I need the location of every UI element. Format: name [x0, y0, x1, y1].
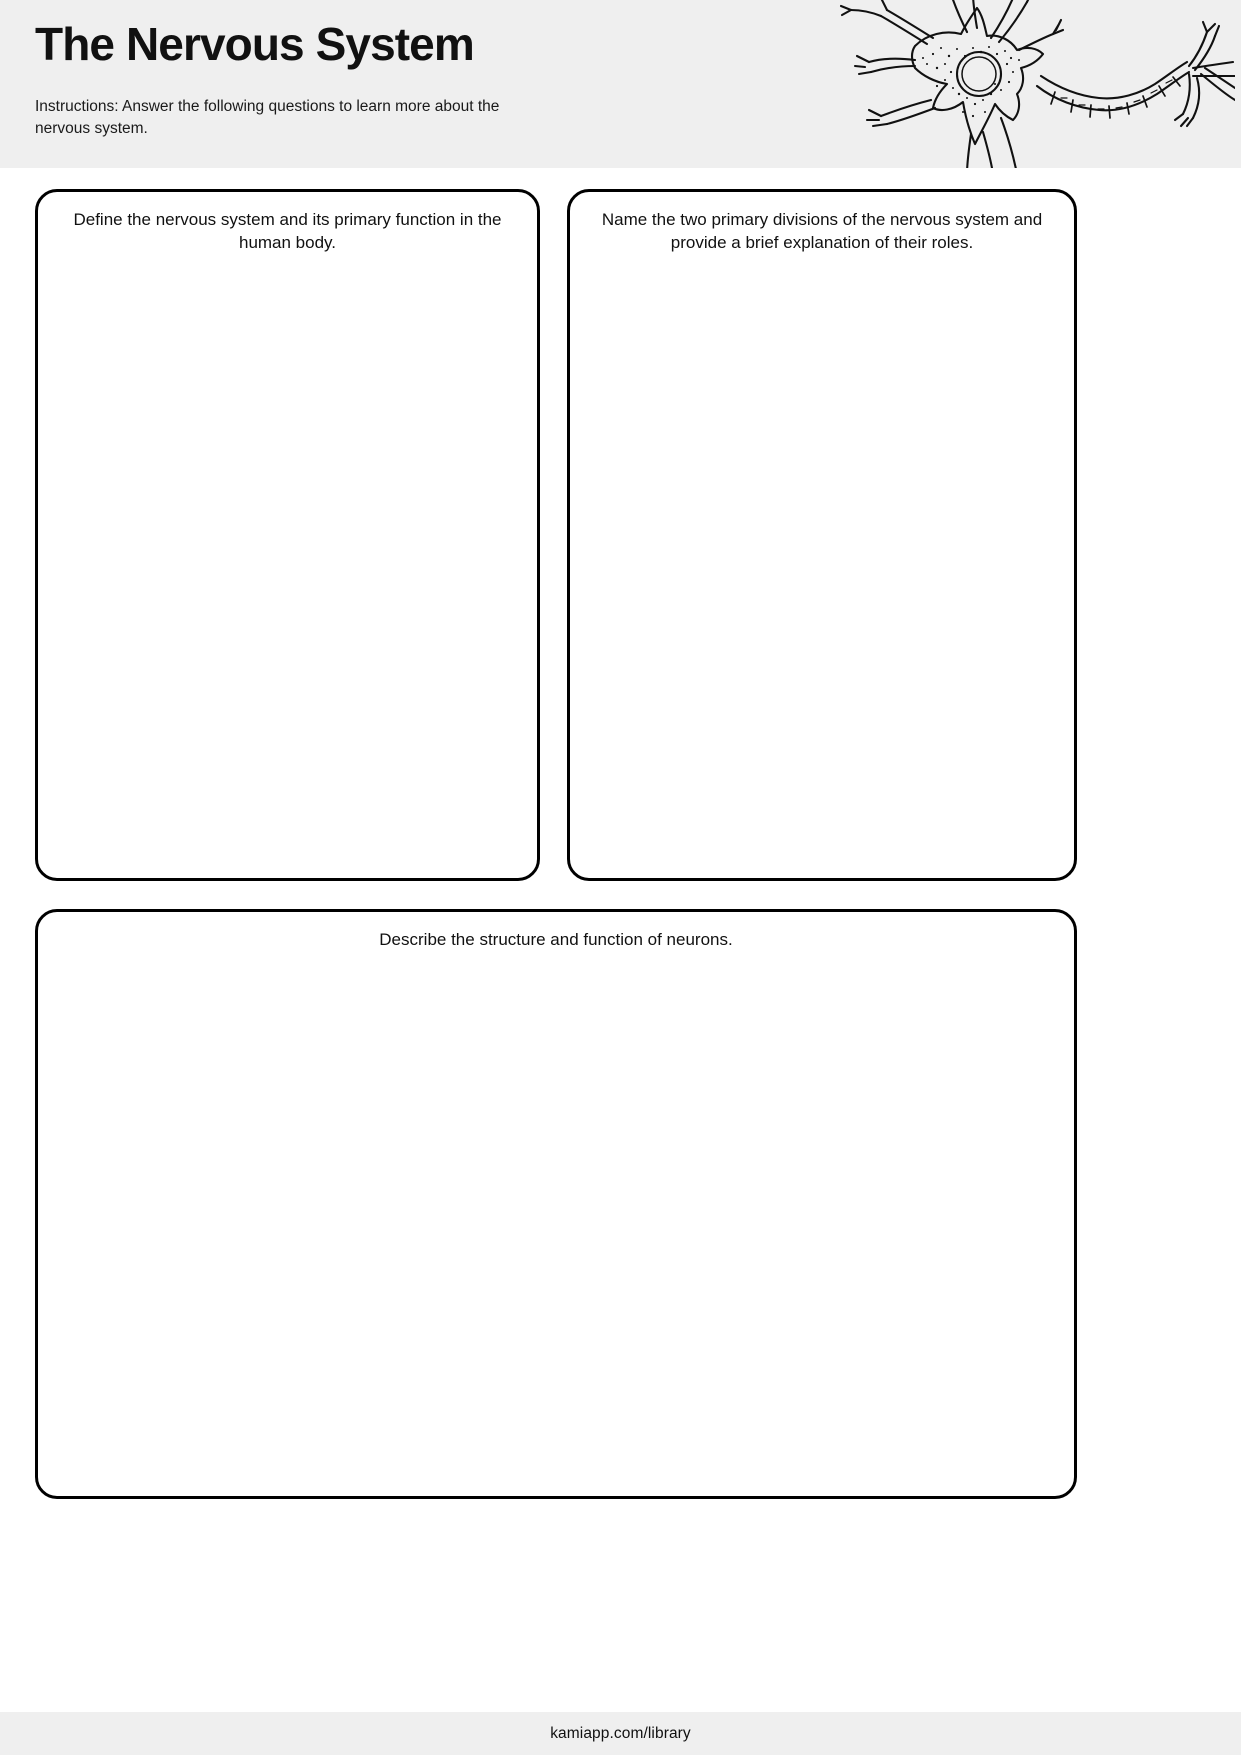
question-box-2[interactable] [567, 189, 1077, 881]
question-prompt-3: Describe the structure and function of neurons. [379, 930, 733, 949]
dendrite-tip-5 [1011, 0, 1031, 2]
worksheet-header [0, 0, 1241, 168]
terminal-branch-down [1183, 74, 1190, 114]
nucleus-inner [962, 57, 996, 91]
worksheet-footer [0, 1712, 1241, 1755]
page-title: The Nervous System [35, 18, 474, 70]
soma-stipple [922, 46, 1020, 117]
question-prompt-1: Define the nervous system and its primary function in the human body. [73, 210, 502, 253]
dendrite-left-mid2 [871, 66, 915, 72]
terminal-branch-up [1189, 32, 1207, 66]
terminal-branch-right [1193, 62, 1233, 68]
axon-path-upper [1041, 62, 1187, 98]
question-box-3[interactable] [35, 909, 1077, 1499]
myelin-hatching [1061, 80, 1172, 109]
nucleus-outer [957, 52, 1001, 96]
axon-path-lower [1037, 72, 1189, 110]
dendrite-tip-1 [841, 6, 851, 15]
questions-area [0, 168, 1241, 1712]
header-text-block [35, 20, 655, 140]
dendrite-bottom-a [967, 134, 971, 168]
dendrite-top-right-b [999, 2, 1027, 42]
footer-link[interactable]: kamiapp.com/library [550, 1724, 691, 1742]
dendrite-upper-left-a [881, 16, 927, 44]
terminal-branch-up2 [1195, 36, 1215, 70]
neuron-illustration [815, 0, 1235, 168]
dendrite-top-center-a [951, 0, 967, 32]
terminal-tip-down [1175, 114, 1193, 126]
dendrite-branch-1 [851, 10, 881, 16]
dendrite-bottom-c [1001, 118, 1017, 168]
dendrite-bottom-b [983, 132, 993, 168]
dendrite-left-mid [869, 59, 915, 62]
terminal-branch-dr [1201, 74, 1235, 100]
terminal-branch-dr2 [1205, 68, 1235, 88]
dendrite-tip-4 [867, 110, 887, 126]
question-prompt-2: Name the two primary divisions of the nervous system and provide a brief explanation of their roles. [601, 210, 1043, 253]
terminal-tip-up [1203, 22, 1219, 36]
dendrite-right-upper [1019, 34, 1053, 50]
dendrite-lower-left2 [887, 108, 935, 124]
myelin-sheath-segments [1051, 77, 1180, 118]
terminal-branch-down2 [1193, 78, 1199, 118]
dendrite-top-right-a [991, 0, 1013, 38]
soma-outline [912, 8, 1043, 144]
question-box-1[interactable] [35, 189, 540, 881]
dendrite-top-center-b [973, 0, 977, 28]
dendrite-tip-3 [855, 56, 871, 74]
dendrite-branch-2 [879, 0, 887, 10]
instructions-text: Instructions: Answer the following questions to learn more about the nervous system. [35, 98, 500, 138]
dendrite-lower-left [881, 100, 931, 116]
dendrite-upper-left-a2 [887, 10, 933, 38]
dendrite-tip-6 [1053, 20, 1063, 34]
